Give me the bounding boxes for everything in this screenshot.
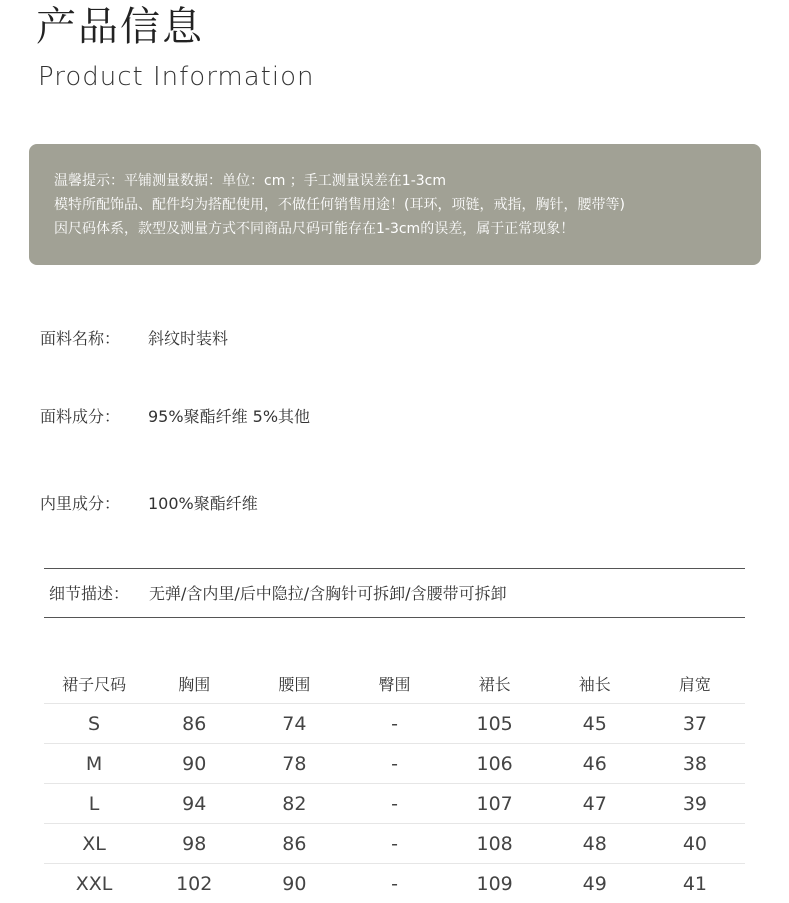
table-cell: 46 xyxy=(545,744,645,784)
table-cell: 78 xyxy=(244,744,344,784)
attribute-fabric-name xyxy=(40,326,228,349)
table-cell: - xyxy=(344,824,444,864)
table-cell: 108 xyxy=(445,824,545,864)
table-cell: 49 xyxy=(545,864,645,903)
column-header: 裙子尺码 xyxy=(44,663,144,704)
table-row xyxy=(44,704,745,744)
table-cell: 74 xyxy=(244,704,344,744)
page-subtitle: Product Information xyxy=(38,60,315,94)
column-header: 裙长 xyxy=(445,663,545,704)
column-header: 腰围 xyxy=(244,663,344,704)
table-cell: L xyxy=(44,784,144,824)
column-header: 袖长 xyxy=(545,663,645,704)
table-row xyxy=(44,784,745,824)
attribute-lining-composition xyxy=(40,491,258,514)
table-cell: 39 xyxy=(645,784,745,824)
detail-description xyxy=(49,581,507,604)
table-cell: XL xyxy=(44,824,144,864)
notice-box xyxy=(29,144,761,265)
table-cell: 82 xyxy=(244,784,344,824)
notice-line: 模特所配饰品、配件均为搭配使用，不做任何销售用途！(耳环，项链，戒指，胸针，腰带等) xyxy=(54,193,761,217)
table-cell: - xyxy=(344,704,444,744)
notice-line: 温馨提示：平铺测量数据：单位：cm ；手工测量误差在1-3cm xyxy=(54,169,761,193)
table-cell: 106 xyxy=(445,744,545,784)
attribute-value: 斜纹时装料 xyxy=(148,329,228,348)
table-cell: 90 xyxy=(244,864,344,903)
table-row xyxy=(44,864,745,903)
table-cell: - xyxy=(344,784,444,824)
table-cell: 86 xyxy=(144,704,244,744)
table-cell: 41 xyxy=(645,864,745,903)
column-header: 肩宽 xyxy=(645,663,745,704)
divider xyxy=(44,568,745,569)
table-cell: 94 xyxy=(144,784,244,824)
column-header: 胸围 xyxy=(144,663,244,704)
table-cell: 37 xyxy=(645,704,745,744)
table-row xyxy=(44,824,745,864)
table-cell: 107 xyxy=(445,784,545,824)
table-cell: 105 xyxy=(445,704,545,744)
table-cell: M xyxy=(44,744,144,784)
notice-line: 因尺码体系，款型及测量方式不同商品尺码可能存在1-3cm的误差，属于正常现象！ xyxy=(54,217,761,241)
attribute-value: 95%聚酯纤维 5%其他 xyxy=(148,407,310,426)
table-cell: 45 xyxy=(545,704,645,744)
table-cell: 109 xyxy=(445,864,545,903)
table-header-row xyxy=(44,663,745,704)
attribute-label: 面料名称： xyxy=(40,326,148,349)
page-title: 产品信息 xyxy=(36,2,204,52)
table-cell: 90 xyxy=(144,744,244,784)
table-cell: 48 xyxy=(545,824,645,864)
table-cell: - xyxy=(344,744,444,784)
column-header: 臀围 xyxy=(344,663,444,704)
attribute-label: 内里成分： xyxy=(40,491,148,514)
table-cell: 86 xyxy=(244,824,344,864)
divider xyxy=(44,617,745,618)
attribute-fabric-composition xyxy=(40,404,310,427)
table-cell: S xyxy=(44,704,144,744)
table-cell: 47 xyxy=(545,784,645,824)
detail-label: 细节描述： xyxy=(49,581,149,604)
attribute-value: 100%聚酯纤维 xyxy=(148,494,258,513)
attribute-label: 面料成分： xyxy=(40,404,148,427)
table-cell: 38 xyxy=(645,744,745,784)
table-cell: - xyxy=(344,864,444,903)
detail-value: 无弹/含内里/后中隐拉/含胸针可拆卸/含腰带可拆卸 xyxy=(149,584,507,603)
size-table xyxy=(44,663,745,903)
table-cell: XXL xyxy=(44,864,144,903)
table-row xyxy=(44,744,745,784)
table-cell: 102 xyxy=(144,864,244,903)
table-cell: 98 xyxy=(144,824,244,864)
table-cell: 40 xyxy=(645,824,745,864)
